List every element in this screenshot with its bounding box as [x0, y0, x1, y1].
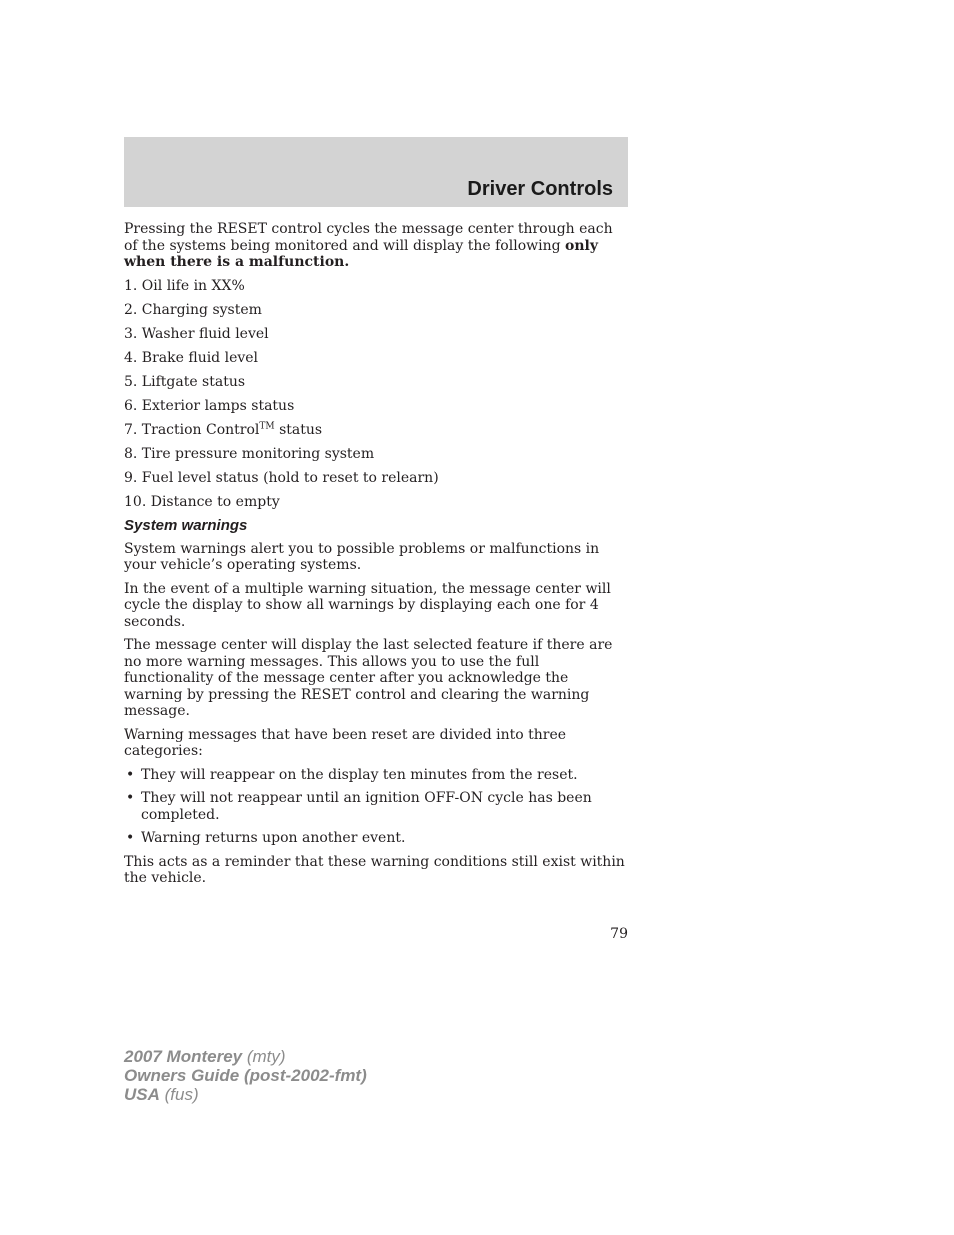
intro-paragraph: Pressing the RESET control cycles the message center through each of the systems being monitored and will display the following only when there is a malfunction. [124, 221, 613, 270]
paragraph: Warning messages that have been reset are divided into three categories: [124, 726, 567, 759]
footer [124, 1047, 367, 1104]
bullet-icon: • [126, 766, 135, 783]
bullet-item: • Warning returns upon another event. [126, 830, 406, 846]
header-bar [124, 137, 628, 207]
bullet-icon: • [126, 790, 135, 806]
paragraph: System warnings alert you to possible problems or malfunctions in your vehicle’s operating systems. [124, 540, 600, 573]
list-item: 3. Washer fluid level [124, 325, 269, 342]
footer-line: 2007 Monterey (mty) [124, 1047, 286, 1066]
list-item: 5. Liftgate status [124, 373, 246, 390]
list-item: 7. Traction Control™ status [124, 420, 323, 438]
intro-emphasis: only when there is a malfunction. [124, 237, 598, 270]
list-item: 9. Fuel level status (hold to reset to relearn) [124, 469, 439, 486]
list-item: 2. Charging system [124, 301, 262, 318]
section-title: Driver Controls [467, 178, 613, 200]
page-content [124, 221, 628, 894]
footer-line: USA (fus) [124, 1085, 199, 1104]
list-item: 1. Oil life in XX% [124, 277, 245, 294]
section-heading: System warnings [124, 517, 248, 534]
bullet-icon: • [126, 830, 135, 846]
paragraph: In the event of a multiple warning situation, the message center will cycle the display to show all warnings by displaying each one for 4 seconds. [124, 580, 611, 630]
page-number: 79 [610, 926, 628, 942]
bullet-item: • They will not reappear until an ignition OFF-ON cycle has been completed. [126, 790, 592, 823]
footer-line: Owners Guide (post-2002-fmt) [124, 1066, 367, 1085]
list-item: 10. Distance to empty [124, 493, 280, 510]
list-item: 8. Tire pressure monitoring system [124, 445, 375, 462]
list-item: 6. Exterior lamps status [124, 397, 295, 414]
trademark-mark: TM [259, 420, 275, 431]
paragraph: The message center will display the last selected feature if there are no more warning messages. This allows you to use the full functionality of the message center after you acknowledge the warning by pressing the RESET control and clearing the warning message. [124, 637, 613, 719]
bullet-item: • They will reappear on the display ten minutes from the reset. [126, 766, 578, 783]
list-item: 4. Brake fluid level [124, 349, 259, 366]
closing-paragraph: This acts as a reminder that these warning conditions still exist within the vehicle. [124, 853, 625, 886]
